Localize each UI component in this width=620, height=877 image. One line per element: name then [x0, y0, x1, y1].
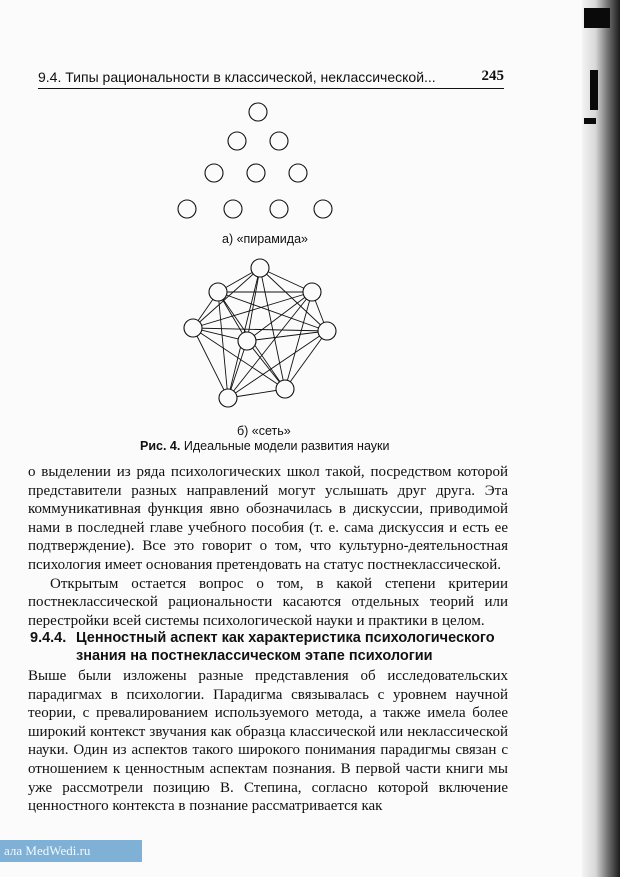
network-node	[184, 319, 202, 337]
pyramid-node	[289, 164, 307, 182]
pyramid-node	[270, 132, 288, 150]
pyramid-node	[178, 200, 196, 218]
network-node	[238, 332, 256, 350]
network-node	[276, 380, 294, 398]
pyramid-node	[228, 132, 246, 150]
section-heading	[30, 629, 500, 665]
section-number: 9.4.4.	[30, 630, 67, 646]
paragraph: Открытым остается вопрос о том, в какой степени критерии постнеклассической рациональности касаются отдельных теорий или перестройки всей системы психологической науки и практики в целом.	[28, 575, 508, 629]
page-number: 245	[481, 68, 504, 84]
body-text-bottom	[28, 667, 508, 816]
network-diagram	[184, 259, 336, 407]
pyramid-node	[249, 103, 267, 121]
figure-caption	[140, 439, 389, 453]
watermark: ала MedWedi.ru	[0, 840, 142, 862]
figure-label: Рис. 4.	[140, 439, 181, 453]
pyramid-node	[314, 200, 332, 218]
section-title-line1: Ценностный аспект как характеристика психологического	[76, 630, 495, 646]
network-node	[209, 283, 227, 301]
pyramid-node	[247, 164, 265, 182]
body-text-top	[28, 463, 508, 630]
figure-caption-a: а) «пирамида»	[222, 232, 308, 246]
pyramid-node	[224, 200, 242, 218]
section-title-line2: знания на постнеклассическом этапе психологии	[76, 648, 433, 664]
pyramid-node	[270, 200, 288, 218]
network-node	[251, 259, 269, 277]
figure-caption-b: б) «сеть»	[237, 424, 291, 438]
header-title: 9.4. Типы рациональности в классической, неклассической...	[38, 69, 436, 85]
paragraph: Выше были изложены разные представления об исследовательских парадигмах в психологии. Парадигма связывалась с уровнем научной теории, с превалированием используемого метода, а также имела более широкий контекст звучания как образца классической или неклассической науки. Один из аспектов такого широкого понимания парадигмы связан с отношением к ценностным аспектам познания. В первой части книги мы уже рассмотрели позицию В. Степина, согласно которой включение ценностного контекста в познание рассматривается как	[28, 668, 508, 815]
pyramid-node	[205, 164, 223, 182]
pyramid-diagram	[178, 103, 332, 218]
network-node	[219, 389, 237, 407]
paragraph: о выделении из ряда психологических школ такой, посредством которой представители разных направлений могут услышать друг друга. Эта коммуникативная функция явно обозначилась в дискуссии, приводимой нами в последней главе учебного пособия (т. е. сама дискуссия и есть ее подтверждение). Все это говорит о том, что культурно-деятельностная психология имеет основания претендовать на статус постнеклассической.	[28, 464, 508, 573]
network-node	[318, 322, 336, 340]
network-node	[303, 283, 321, 301]
figure-caption-text: Идеальные модели развития науки	[183, 439, 390, 453]
